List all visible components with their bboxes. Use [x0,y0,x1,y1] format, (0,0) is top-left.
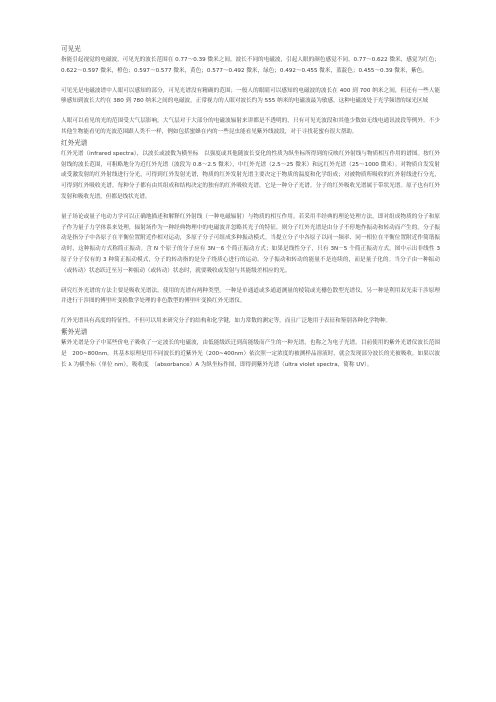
paragraph: 红外光谱（infrared spectra），以波长或波数为横坐标 以强度或其他随波长变化的性质为纵坐标所得到的反映红外射线与物质相互作用的谱图。按红外射线的波长范围，可粗略地分为近红外光谱（波段为 0.8～2.5 微米），中红外光谱（2.5～25 微米）和远红外光谱（25～1000 微米）。对物质自发发射或受激发射的红外射线进行分光，可得到红外发射光谱，物质的红外发射光谱主要决定于物质的温度和化学组成；对被物质所吸收的红外射线进行分光，可得到红外吸收光谱。每种分子都有由其组成和结构决定的独有的红外吸收光谱，它是一种分子光谱。分子的红外吸收光谱属于带状光谱。原子也有红外发射和吸收光谱，但都是线状光谱。 [61,150,440,200]
paragraph: 红外光谱具有高度的特征性，不但可以用来研究分子的结构和化学键，如力常数的测定等，而且广泛地用于表征和鉴别各种化学物种。 [61,318,392,325]
section-heading-ultraviolet: 紫外光谱 [61,327,88,336]
paragraph: 研究红外光谱的方法主要是吸收光谱法。使用的光谱有两种类型。一种是单通道或多通道测量的棱镜或光栅色散型光谱仪，另一种是利用双光束干涉原理并进行干涉图的傅里叶变换数学处理的非色散型的傅里叶变换红外光谱仪。 [61,287,440,305]
paragraph: 紫外光谱是分子中某些价电子吸收了一定波长的电磁波，由低能级跃迁到高能级而产生的一种光谱，也称之为电子光谱。目前使用的紫外光谱仪波长范围是 200~800nm。其基本原理是用不同波长的近紫外光（200~400nm）依次照一定浓度的被测样品溶液时，就会发现部分波长的光被吸收。如果以波长 λ 为横坐标（单位 nm），吸收度 （absorbance）A 为纵坐标作图，即得到紫外光谱（ultra violet spectra，简称 UV）。 [61,339,440,368]
section-heading-visible-light: 可见光 [61,45,81,53]
paragraph: 人眼可以看见的光的范围受大气层影响。大气层对于大部分的电磁波辐射来讲都是不透明的，只有可见光波段和其他少数如无线电通讯波段等例外。不少其他生物能看见的光波范围跟人类不一样，例如包括蜜蜂在内的一些昆虫能看见紫外线波段，对于寻找花蜜有很大帮助。 [61,118,440,135]
paragraph: 可见光是电磁波谱中人眼可以感知的部分，可见光谱没有精确的范围；一般人的眼睛可以感知的电磁波的波长在 400 到 700 纳米之间，但还有一些人能够感知到波长大约在 380 到 780 纳米之间的电磁波。正常视力的人眼对波长约为 555 纳米的电磁波最为敏感，这种电磁波处于光学频谱的绿光区域 [61,87,440,105]
paragraph: 量子场论或量子电动力学可以正确地描述和解释红外射线（一种电磁辐射）与物质的相互作用。若采用半经典的理论处理方法，即对组成物质的分子和原子作为量子力学体系来处理，辐射场作为一种经典物理中的电磁波并忽略其光子的特征，则分子红外光谱是由分子不停地作振动和转动而产生的。分子振动是指分子中各原子在平衡位置附近作相对运动，多原子分子可组成多种振动模式。当提立分子中各原子以同一频率、同一相位在平衡位置附近作简谐振动时，这种振动方式称简正振动。含 N 个原子的分子应有 3N－6 个简正振动方式；如果是线性分子，只有 3N－5 个简正振动方式。图中示出非线性 3 原子分子仅有的 3 种简正振动模式，分子的转动指的是分子绕质心进行的运动。分子振动和转动的能量不是连续的，而是量子化的。当分子由一种振动（或转动）状态跃迁至另一种振动（或转动）状态时，就要吸收或发射与其能级差相应的光。 [61,213,440,274]
section-heading-infrared: 红外光谱 [61,138,88,147]
paragraph: 指能引起视觉的电磁波。可见光的波长范围在 0.77～0.39 微米之间。波长不同的电磁波，引起人眼的颜色感觉不同。0.77～0.622 微米，感觉为红色；0.622～0.597 微米，橙色；0.597～0.577 微米，黄色；0.577～0.492 微米，绿色；0.492～0.455 微米，蓝靛色；0.455～0.39 微米，紫色。 [61,57,440,74]
